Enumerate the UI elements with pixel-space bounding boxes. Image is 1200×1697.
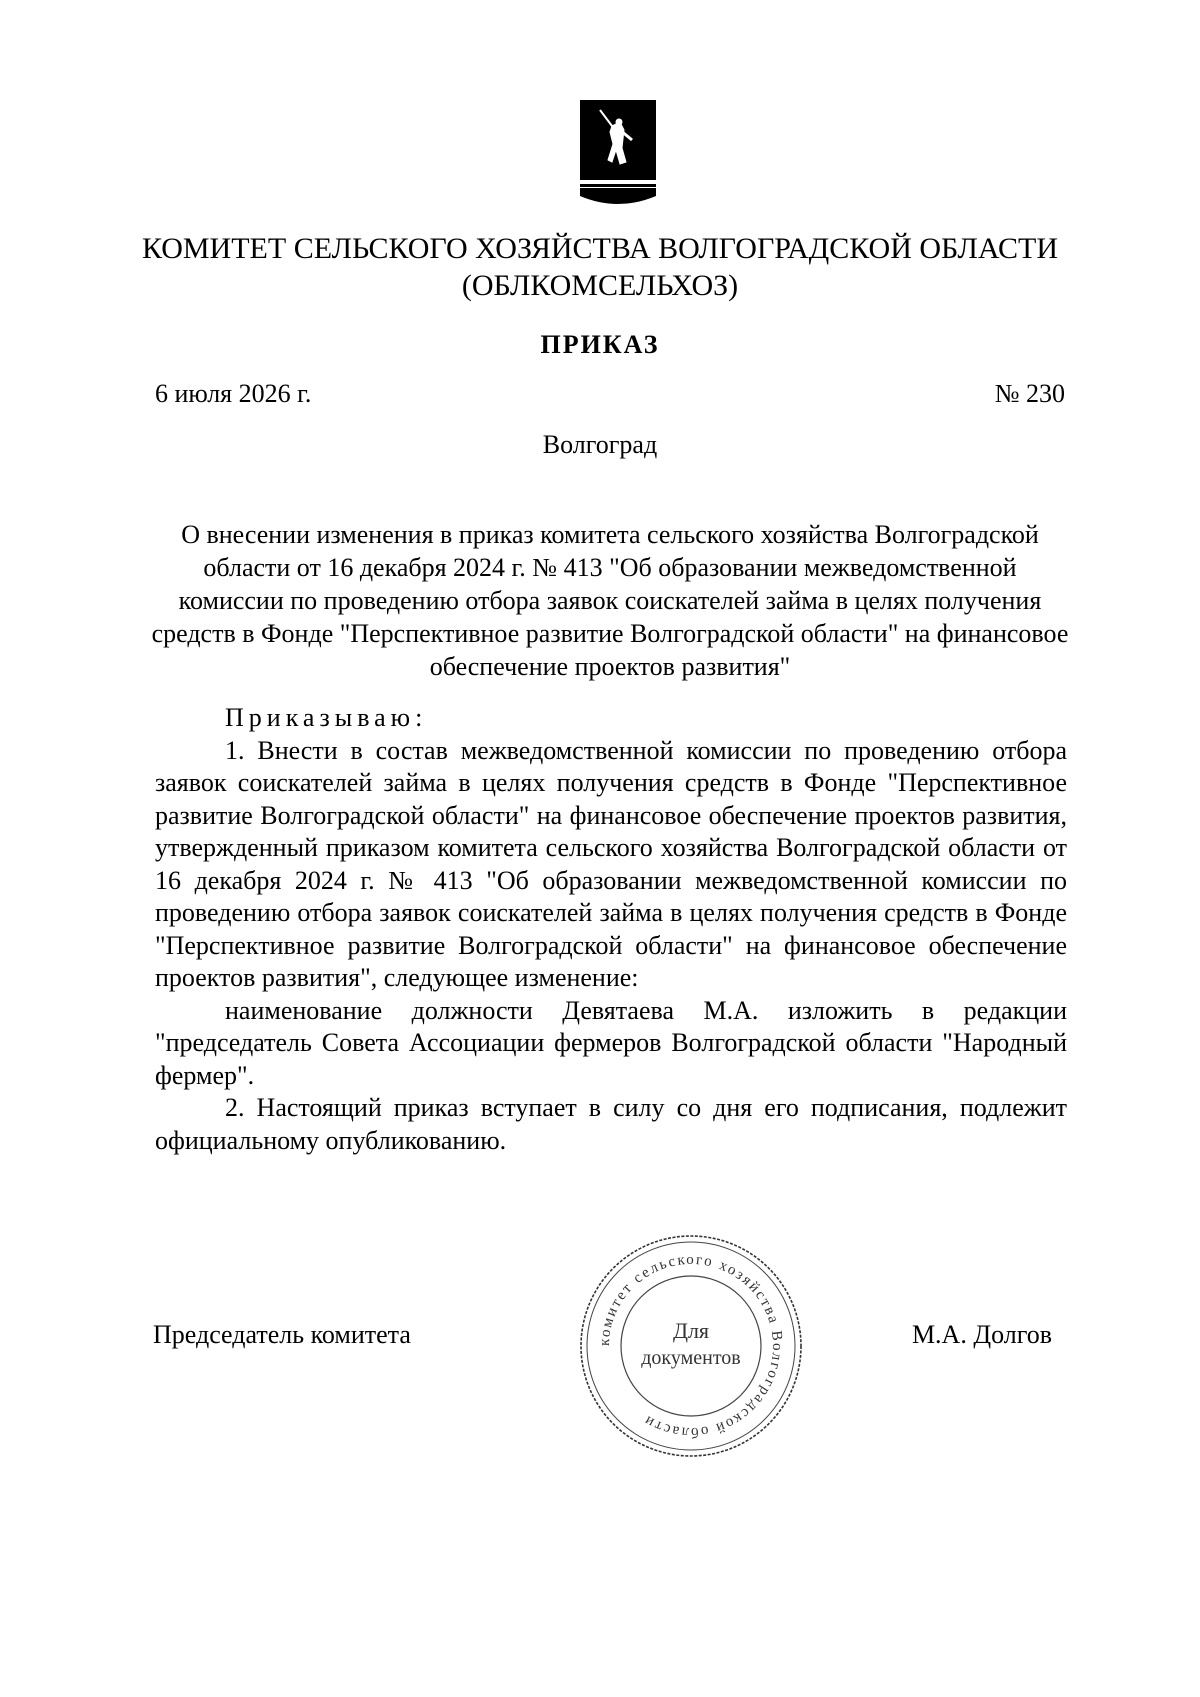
document-city: Волгоград [542,430,658,459]
volgograd-coat-of-arms-icon [580,100,656,206]
signatory-position: Председатель комитета [153,1320,411,1349]
stamp-center-line1: Для [672,1318,710,1343]
document-date: 6 июля 2026 г. [155,379,312,408]
stamp-ring-text: комитет сельского хозяйства Волгоградской области [596,1251,786,1441]
organization-name-line1: КОМИТЕТ СЕЛЬСКОГО ХОЗЯЙСТВА ВОЛГОГРАДСКОЙ ОБЛАСТИ [141,232,1059,265]
document-body [155,702,1067,1157]
paragraph-1: 1. Внести в состав межведомственной комиссии по проведению отбора заявок соискателей займа в целях получения средств в Фонде "Перспективное развитие Волгоградской области" на финансовое обеспечение проектов развития, утвержденный приказом комитета сельского хозяйства Волгоградской области от 16 декабря 2024 г. № 413 "Об образовании межведомственной комиссии по проведению отбора заявок соискателей займа в целях получения средств в Фонде "Перспективное развитие Волгоградской области" на финансовое обеспечение проектов развития", следующее изменение: [155,735,1067,992]
order-word: Приказываю: [225,703,428,732]
organization-name-line2: (ОБЛКОМСЕЛЬХОЗ) [461,269,739,302]
document-type: ПРИКАЗ [540,330,660,359]
paragraph-3: 2. Настоящий приказ вступает в силу со дня его подписания, подлежит официальному опубликованию. [155,1093,1067,1155]
document-number: № 230 [994,379,1065,408]
paragraph-2: наименование должности Девятаева М.А. изложить в редакции "председатель Совета Ассоциации фермеров Волгоградской области "Народный фермер". [155,995,1067,1090]
organization-name [100,230,1100,304]
official-stamp [575,1230,807,1462]
document-title: О внесении изменения в приказ комитета сельского хозяйства Волгоградской области от 16 декабря 2024 г. № 413 "Об образовании межведомственной комиссии по проведению отбора заявок соискателей займа в целях получения средств в Фонде "Перспективное развитие Волгоградской области" на финансовое обеспечение проектов развития" [151,520,1069,681]
stamp-center-line2: документов [641,1347,741,1369]
signatory-name: М.А. Долгов [911,1320,1052,1349]
